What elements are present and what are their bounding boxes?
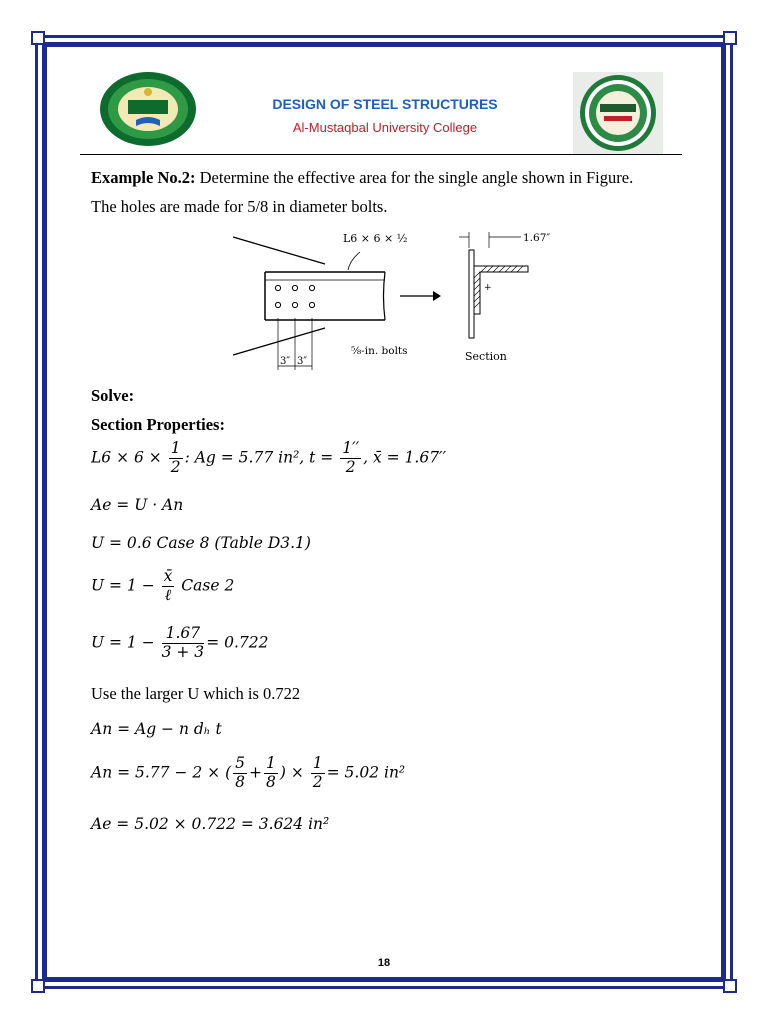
equation-net-area: An = Ag − n dₕ t: [91, 720, 222, 738]
eq-text: : Ag = 5.77 in², t =: [184, 448, 339, 467]
example-statement: [91, 168, 633, 188]
use-larger-u-text: Use the larger U which is 0.722: [91, 684, 301, 703]
equation-u-value: [91, 625, 268, 662]
equation-effective-area-value: Ae = 5.02 × 0.722 = 3.624 in²: [91, 815, 330, 833]
eq-text: = 0.722: [206, 633, 269, 652]
fraction: $\frac{x̄}{\text{ℓ}}$: [163, 567, 173, 604]
eq-text: An = 5.77 − 2 × (: [91, 763, 232, 782]
bolts-label: ⅝-in. bolts: [351, 345, 408, 357]
equation-u-case8: U = 0.6 Case 8 (Table D3.1): [91, 534, 311, 552]
fraction: $\frac{1}{8}$: [266, 754, 276, 791]
bolt-spacing-1: 3″: [280, 356, 291, 367]
eq-text: U = 1 −: [91, 576, 160, 595]
header-subtitle: Al-Mustaqbal University College: [292, 120, 478, 135]
centroid-mark: +: [484, 283, 492, 293]
example-text-2: The holes are made for 5/8 in diameter bolts.: [91, 197, 388, 216]
eq-text: Case 2: [176, 576, 235, 595]
page-number: 18: [377, 957, 391, 969]
equation-effective-area: Ae = U · An: [91, 496, 184, 514]
frame-corner: [723, 979, 737, 993]
example-label: Example No.2:: [91, 168, 196, 187]
eq-text: = 5.02 in²: [326, 763, 406, 782]
fraction: $\frac{1}{2}$: [312, 754, 323, 791]
frame-corner: [723, 31, 737, 45]
section-properties-heading: Section Properties:: [91, 415, 225, 434]
solve-heading: Solve:: [91, 386, 135, 405]
fraction: $\frac{1.67}{3 + 3}$: [161, 624, 205, 661]
equation-u-case2: [91, 568, 234, 605]
angle-size-label: L6 × 6 × ½: [343, 232, 408, 245]
eq-text: , x̄ = 1.67′′: [363, 448, 447, 467]
section-label: Section: [465, 350, 507, 363]
fraction: $\frac{1''}{2}$: [342, 439, 360, 476]
eq-text: ) ×: [279, 763, 309, 782]
header-divider: [80, 154, 682, 155]
equation-net-area-value: [91, 755, 405, 792]
frame-corner: [31, 31, 45, 45]
header-title: DESIGN OF STEEL STRUCTURES: [272, 96, 498, 112]
fraction: $\frac{1}{2}$: [170, 439, 181, 476]
frame-corner: [31, 979, 45, 993]
example-text-1: Determine the effective area for the single angle shown in Figure.: [195, 168, 634, 187]
eccentricity-dim-label: 1.67″: [523, 232, 551, 244]
eq-text: U = 1 −: [91, 633, 160, 652]
eq-text: L6 × 6 ×: [91, 448, 167, 467]
fraction: $\frac{5}{8}$: [235, 754, 245, 791]
eq-text: +: [249, 763, 262, 782]
bolt-spacing-2: 3″: [297, 356, 308, 367]
equation-section-properties: [91, 440, 446, 477]
